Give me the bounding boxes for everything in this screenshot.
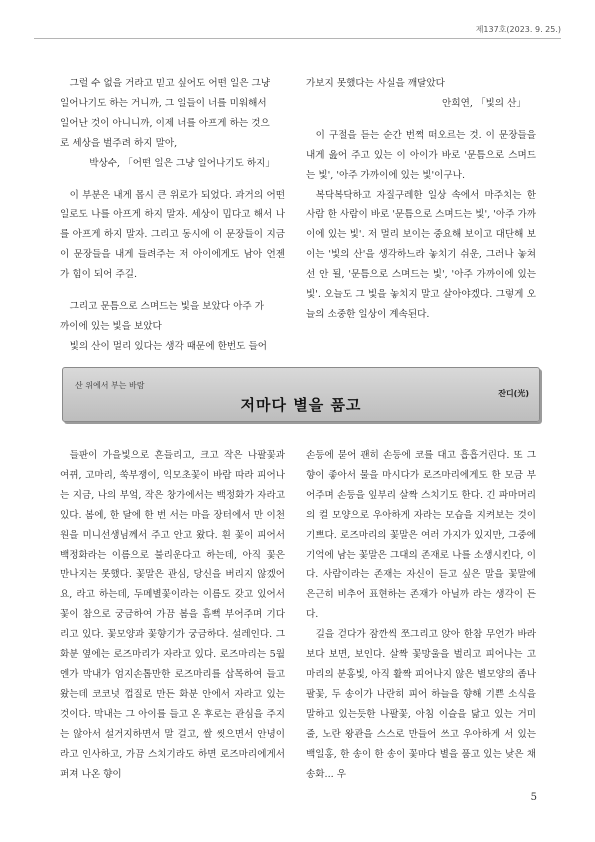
quote-line: 그럴 수 없을 거라고 믿고 싶어도 어떤 일은 그냥 (69, 78, 271, 89)
header-divider (34, 38, 561, 39)
column-bottom-left (60, 446, 285, 784)
page-number: 5 (530, 792, 537, 803)
body-paragraph: 이 구절을 듣는 순간 번쩍 떠오르는 것. 이 문장들을 내게 읊어 주고 있는 이 아이가 바로 '문틈으로 스며드는 빛', '아주 가까이에 있는 빛'이구나. (306, 129, 536, 181)
quote-attribution: 안희연, 「빛의 산」 (442, 97, 526, 109)
body-paragraph: 길을 걷다가 잠깐씩 쪼그리고 앉아 한참 무언가 바라보다 보면, 보인다. 살짝 꽃망울을 벌리고 피어나는 고마리의 분홍빛, 아직 활짝 피어나지 않은 별모양의 좀나팔꽃, 두 송이가 나란히 피어 하늘을 향해 기쁜 소식을 말하고 있는듯한 나팔꽃, 아침 이슬을 닮고 있는 거미줄, 노란 왕관을 스스로 만들어 쓰고 우아하게 서 있는 백일홍, 한 송이 한 송이 꽃마다 별을 품고 있는 낮은 채송화... 우 (306, 629, 536, 780)
quote-line: 빛의 산이 멀리 있다는 생각 때문에 한번도 들어 (69, 340, 268, 352)
quote-line: 가보지 못했다는 사실을 깨달았다 (306, 78, 445, 89)
body-paragraph: 손등에 묻어 괜히 손등에 코를 대고 흡흡거린다. 또 그 향이 좋아서 물을 마시다가 로즈마리에게도 한 모금 부어주며 손등을 잎부리 살짝 스치기도 한다. 긴 파마머리의 컬 모양으로 우아하게 자라는 모습을 지켜보는 것이 기쁘다. 로즈마리의 꽃말은 여러 가지가 있지만, 그중에 기억에 남는 꽃말은 그대의 존재로 나를 소생시킨다, 이다. 사람이라는 존재는 자신이 듣고 싶은 말을 꽃말에 은근히 비추어 표현하는 존재가 아닐까 라는 생각이 든다. (306, 450, 536, 621)
quote-line: 까이에 있는 빛을 보았다 (60, 320, 162, 332)
body-paragraph: 들판이 가을빛으로 흔들리고, 크고 작은 나팔꽃과 여뀌, 고마리, 쑥부쟁이, 익모초꽃이 바람 따라 피어나는 지금, 나의 부엌, 작은 창가에서는 백정화가 자라고 있다. 봄에, 한 달에 한 번 서는 마을 장터에서 만 이천원을 미니선생님께서 주고 안고 왔다. 흰 꽃이 피어서 백정화라는 이름으로 불리운다고 하는데, 아직 꽃은 만나지는 못했다. 꽃말은 관심, 당신을 버리지 않겠어요, 라고 하는데, 두메별꽃이라는 이름도 갖고 있어서 꽃이 참으로 궁금하여 가끔 봄을 흠뻑 부어주며 기다리고 있다. 꽃모양과 꽃향기가 궁금하다. 설레인다. 그 화분 옆에는 로즈마리가 자라고 있다. 로즈마리는 5월엔가 막내가 엄지손톱만한 로즈마리를 삽목하여 들고 왔는데 코코넛 껍질로 만든 화분 안에서 자라고 있는 것이다. 막내는 그 아이를 들고 온 후로는 관심을 주지는 않아서 설거지하면서 말 걸고, 쌀 씻으면서 안녕이라고 인사하고, 가끔 스치기라도 하면 로즈마리에게서 퍼져 나온 향이 (60, 450, 285, 780)
column-bottom-right (306, 446, 536, 784)
body-paragraph: 이 부분은 내게 몹시 큰 위로가 되었다. 과거의 어떤 일로도 나를 아프게 하지 말자. 세상이 밉다고 해서 나를 아프게 하지 말자. 그리고 동시에 이 문장들이 지금 이 문장들을 내게 들려주는 저 아이에게도 남아 언젠가 힘이 되어 주길. (60, 189, 285, 281)
article-title: 저마다 별을 품고 (240, 396, 362, 414)
quote-line: 로 세상을 벌주려 하지 말아, (60, 137, 178, 149)
quote-line: 일어난 것이 아니니까, 이제 너를 아프게 하는 것으 (60, 117, 270, 129)
issue-header: 제137호(2023. 9. 25.) (475, 25, 561, 34)
quote-line: 그리고 문틈으로 스며드는 빛을 보았다 아주 가 (69, 301, 264, 313)
column-top-left (60, 74, 285, 357)
section-kicker: 산 위에서 부는 바람 (75, 381, 145, 390)
quote-attribution: 박상수, 「어떤 일은 그냥 일어나기도 하지」 (89, 157, 275, 169)
quote-line: 일어나기도 하는 거니까, 그 일들이 너를 미워해서 (60, 97, 267, 109)
section-banner (62, 367, 540, 422)
column-top-right (306, 74, 536, 325)
article-author: 잔디(光) (498, 389, 529, 398)
body-paragraph: 복닥복닥하고 자질구레한 일상 속에서 마주치는 한 사람 한 사람이 바로 '문틈으로 스며드는 빛', '아주 가까이에 있는 빛'. 저 멀리 보이는 중요해 보이고 대단해 보이는 '빛의 산'을 생각하느라 놓치기 쉬운, 그러나 놓쳐선 안 될, '문틈으로 스며드는 빛', '아주 가까이에 있는 빛'. 오늘도 그 빛을 놓치지 말고 살아야겠다. 그렇게 오늘의 소중한 일상이 계속된다. (306, 189, 536, 320)
